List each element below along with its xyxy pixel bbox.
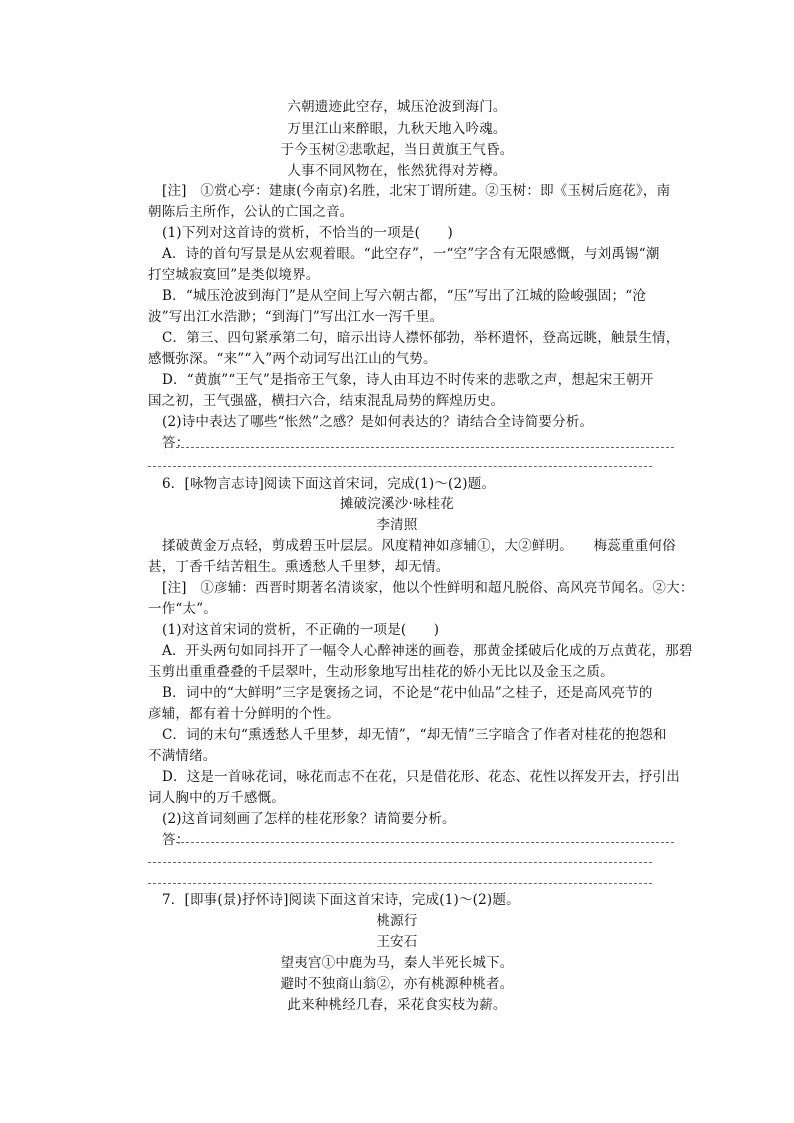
question-header: 7．[即事(景)抒怀诗]阅读下面这首宋诗，完成(1)～(2)题。 <box>162 892 520 908</box>
answer-label: 答： <box>162 832 190 848</box>
annotation-note: [注] ①彦辅：西晋时期著名清谈家，他以个性鲜明和超凡脱俗、高风亮节闻名。②大： <box>162 580 694 596</box>
poem-author: 李清照 <box>376 517 418 533</box>
question-text: (1)对这首宋词的赏析，不正确的一项是( ) <box>162 622 440 638</box>
annotation-note: 一作“太”。 <box>148 601 218 617</box>
option-d: 国之初，王气强盛，横扫六合，结束混乱局势的辉煌历史。 <box>148 393 505 409</box>
option-a: A．诗的首句写景是从宏观着眼。“此空存”，一“空”字含有无限感慨，与刘禹锡“潮 <box>162 246 660 262</box>
question-text: (1)下列对这首诗的赏析，不恰当的一项是( ) <box>162 225 453 241</box>
option-c: C．第三、四句紧承第二句，暗示出诗人襟怀郁勃，举杯遣怀，登高远眺，触景生情， <box>162 330 680 346</box>
poem-body: 甚，丁香千结苦粗生。熏透愁人千里梦，却无情。 <box>148 559 450 575</box>
option-c: 感慨弥深。“来”“入”两个动词写出江山的气势。 <box>148 351 437 367</box>
option-d: D．这是一首咏花词，咏花而志不在花，只是借花形、花态、花性以挥发开去，抒引出 <box>162 769 680 785</box>
option-a: A．开头两句如同抖开了一幅令人心醉神迷的画卷，那黄金揉破后化成的万点黄花，那碧 <box>162 643 693 659</box>
option-a: 玉剪出重重叠叠的千层翠叶，生动形象地写出桂花的娇小无比以及金玉之质。 <box>148 664 614 680</box>
answer-line[interactable] <box>148 466 652 467</box>
annotation-note: 朝陈后主所作，公认的亡国之音。 <box>148 204 354 220</box>
answer-label: 答： <box>162 435 190 451</box>
answer-line[interactable] <box>148 883 652 884</box>
option-b: B．“城压沧波到海门”是从空间上写六朝古都，“压”写出了江城的险峻强固；“沧 <box>162 288 647 304</box>
poem-line: 人事不同风物在，怅然犹得对芳樽。 <box>287 163 507 179</box>
option-d: D．“黄旗”“王气”是指帝王气象，诗人由耳边不时传来的悲歌之声，想起宋王朝开 <box>162 372 654 388</box>
poem-line: 避时不独商山翁②，亦有桃源种桃者。 <box>280 976 514 992</box>
option-a: 打空城寂寞回”是类似境界。 <box>148 267 320 283</box>
question-text: (2)诗中表达了哪些“怅然”之感？是如何表达的？请结合全诗简要分析。 <box>162 414 594 430</box>
option-b: B．词中的“大鲜明”三字是褒扬之词，不论是“花中仙品”之桂子，还是高风亮节的 <box>162 685 653 701</box>
option-c: 不满情绪。 <box>148 748 217 764</box>
answer-line[interactable] <box>148 862 652 863</box>
poem-line: 于今玉树②悲歌起，当日黄旗王气昏。 <box>280 142 514 158</box>
poem-body: 揉破黄金万点轻，剪成碧玉叶层层。风度精神如彦辅①，大②鲜明。 梅蕊重重何俗 <box>162 538 676 554</box>
poem-line: 万里江山来醉眼，九秋天地入吟魂。 <box>287 121 507 137</box>
answer-line[interactable] <box>176 447 674 448</box>
poem-title: 桃源行 <box>376 913 418 929</box>
poem-line: 六朝遗迹此空存，城压沧波到海门。 <box>287 99 507 115</box>
annotation-note: [注] ①赏心亭：建康(今南京)名胜，北宋丁谓所建。②玉树：即《玉树后庭花》，南 <box>162 183 671 199</box>
answer-line[interactable] <box>176 842 674 843</box>
option-c: C．词的末句“熏透愁人千里梦，却无情”，“却无情”三字暗含了作者对桂花的抱怨和 <box>162 727 667 743</box>
poem-line: 望夷宫①中鹿为马，秦人半死长城下。 <box>280 955 514 971</box>
poem-title: 摊破浣溪沙·咏桂花 <box>339 496 455 512</box>
poem-line: 此来种桃经几春，采花食实枝为薪。 <box>287 997 507 1013</box>
poem-author: 王安石 <box>376 934 418 950</box>
option-b: 彦辅，都有着十分鲜明的个性。 <box>148 706 340 722</box>
option-d: 词人胸中的万千感慨。 <box>148 790 285 806</box>
question-header: 6．[咏物言志诗]阅读下面这首宋词，完成(1)～(2)题。 <box>162 476 496 492</box>
option-b: 波”写出江水浩渺；“到海门”写出江水一泻千里。 <box>148 309 444 325</box>
question-text: (2)这首词刻画了怎样的桂花形象？请简要分析。 <box>162 811 456 827</box>
